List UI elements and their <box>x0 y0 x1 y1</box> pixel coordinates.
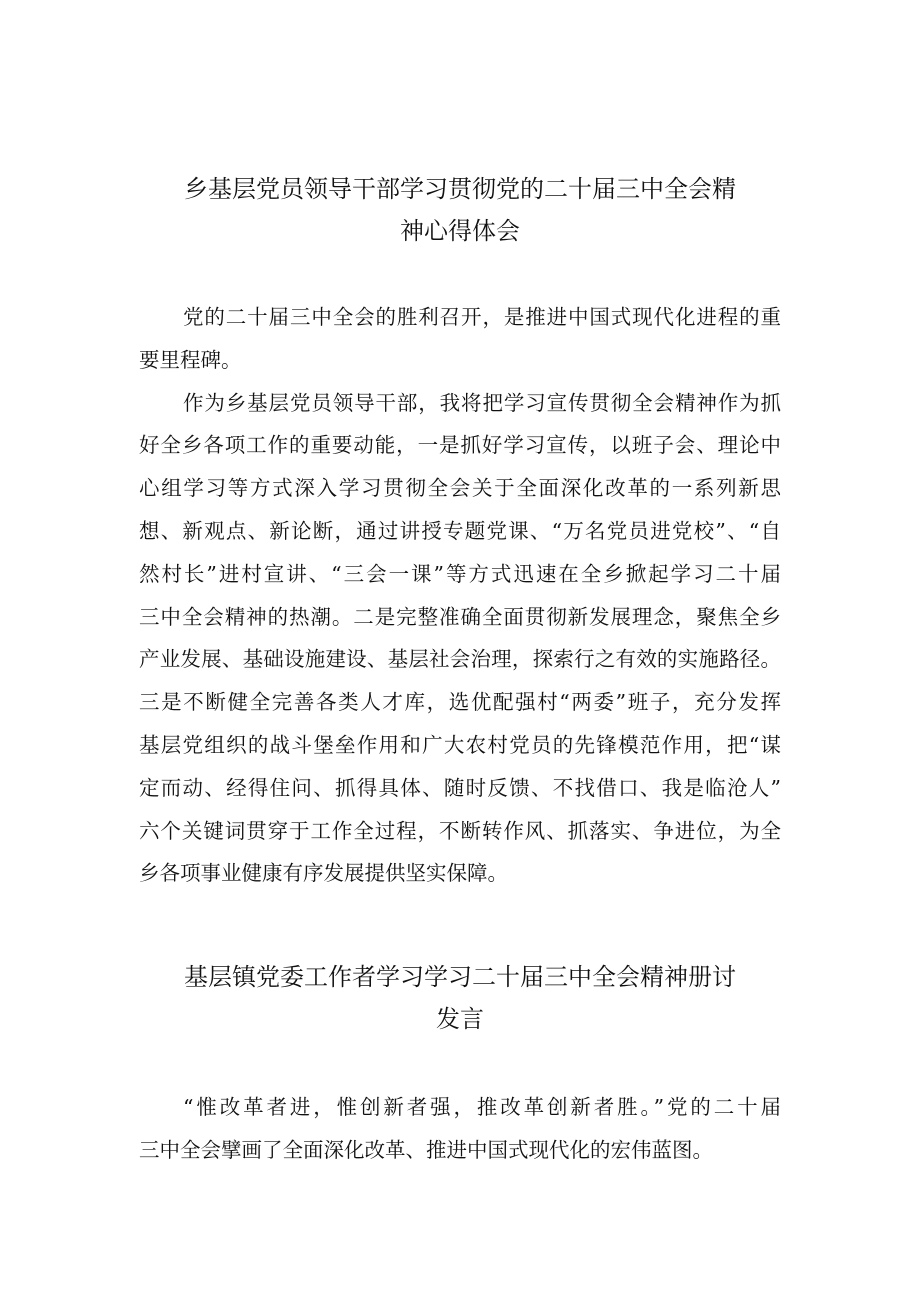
paragraph-line: 定而动、经得住问、抓得具体、随时反馈、不找借口、我是临沧人” <box>139 775 781 800</box>
paragraph-line: 想、新观点、新论断，通过讲授专题党课、“万名党员进党校”、“自 <box>139 518 781 543</box>
paragraph-line: 三是不断健全完善各类人才库，选优配强村“两委”班子，充分发挥 <box>139 690 781 715</box>
section-2-body <box>139 1086 781 1172</box>
paragraph-line: 产业发展、基础设施建设、基层社会治理，探索行之有效的实施路径。 <box>139 647 781 672</box>
paragraph-line: 六个关键词贯穿于工作全过程，不断转作风、抓落实、争进位，为全 <box>139 818 781 843</box>
section-1-body <box>139 296 781 895</box>
paragraph-line: 基层党组织的战斗堡垒作用和广大农村党员的先锋模范作用，把“谋 <box>139 732 781 757</box>
paragraph <box>139 296 781 382</box>
section-1-title-line-1: 乡基层党员领导干部学习贯彻党的二十届三中全会精 <box>184 175 736 203</box>
paragraph-line: 三中全会擘画了全面深化改革、推进中国式现代化的宏伟蓝图。 <box>139 1137 713 1162</box>
paragraph <box>139 1086 781 1172</box>
section-2-title-line-1: 基层镇党委工作者学习学习二十届三中全会精神册讨 <box>184 963 736 991</box>
paragraph-line: 三中全会精神的热潮。二是完整准确全面贯彻新发展理念，聚焦全乡 <box>139 604 781 629</box>
paragraph-line: 要里程碑。 <box>139 347 242 372</box>
section-1-title <box>120 168 800 252</box>
paragraph-line: 然村长”进村宣讲、“三会一课”等方式迅速在全乡掀起学习二十届 <box>139 561 781 586</box>
paragraph-line: 党的二十届三中全会的胜利召开，是推进中国式现代化进程的重 <box>183 305 781 329</box>
paragraph-line: “惟改革者进，惟创新者强，推改革创新者胜。”党的二十届 <box>183 1095 781 1119</box>
section-2-title-line-2: 发言 <box>436 1005 484 1033</box>
section-1-title-line-2: 神心得体会 <box>400 217 520 245</box>
paragraph-line: 好全乡各项工作的重要动能，一是抓好学习宣传，以班子会、理论中 <box>139 433 781 458</box>
paragraph-line: 心组学习等方式深入学习贯彻全会关于全面深化改革的一系列新思 <box>139 476 781 501</box>
section-2-title <box>120 956 800 1040</box>
paragraph-line: 作为乡基层党员领导干部，我将把学习宣传贯彻全会精神作为抓 <box>183 390 781 415</box>
paragraph <box>139 382 781 896</box>
paragraph-line: 乡各项事业健康有序发展提供坚实保障。 <box>139 861 508 886</box>
